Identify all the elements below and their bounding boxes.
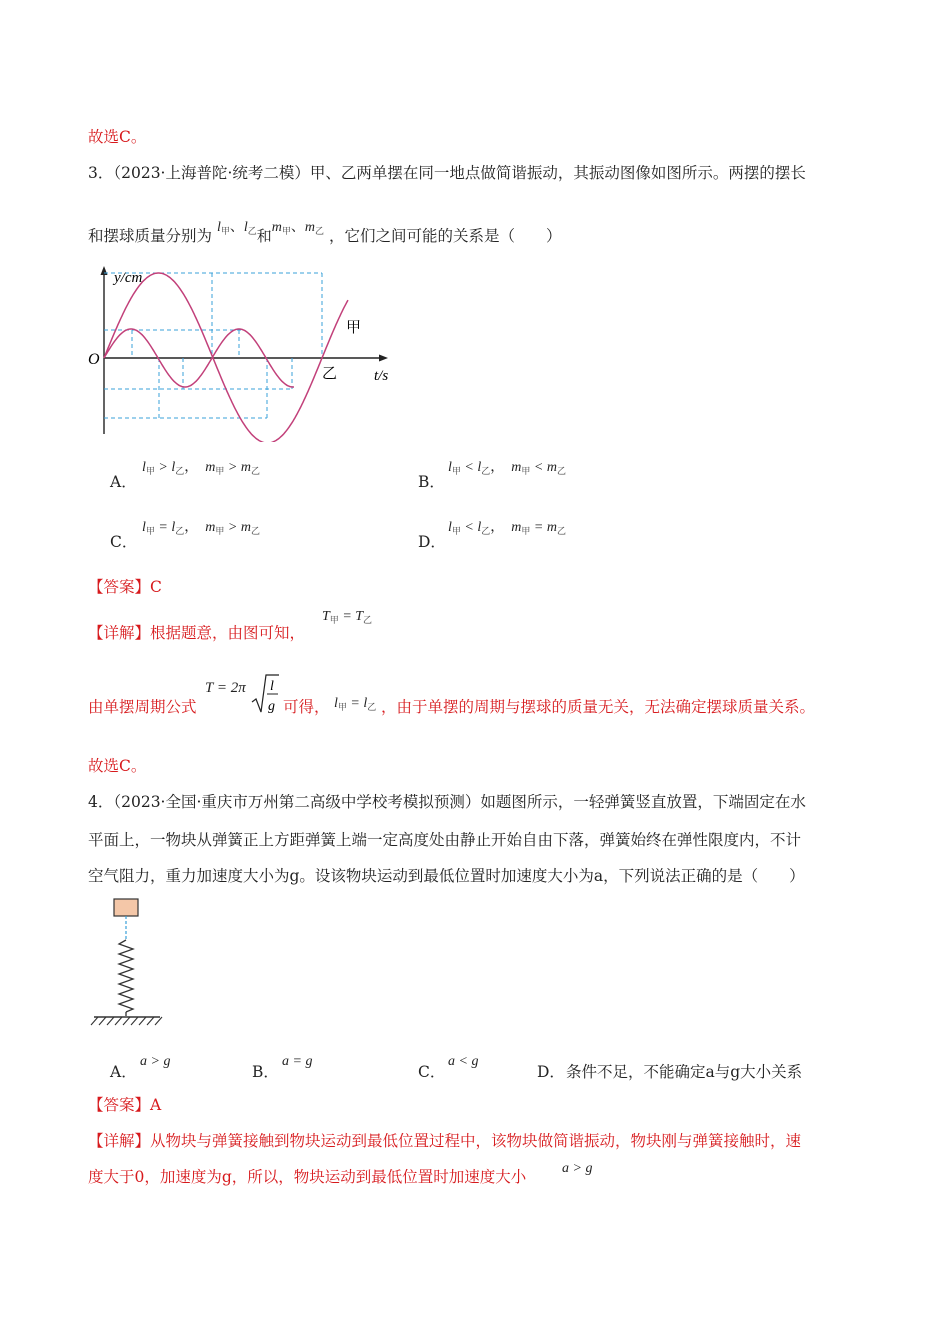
- q4-option-a[interactable]: a > g: [140, 1054, 171, 1069]
- q3-vibration-graph: [82, 262, 402, 442]
- x-axis-arrow: [379, 355, 388, 362]
- q3-option-b-label[interactable]: B．: [418, 473, 445, 491]
- block: [114, 899, 138, 916]
- x-axis-label: t/s: [374, 368, 389, 384]
- q3-explain-1: [88, 623, 305, 643]
- q3-stem-line2: [88, 220, 562, 251]
- svg-text:g: g: [268, 699, 275, 714]
- q4-stem-line3: 空气阻力，重力加速度大小为g。设该物块运动到最低位置时加速度大小为a，下列说法正确的是（ ）: [88, 867, 805, 885]
- q4-option-c-label[interactable]: C．: [418, 1063, 446, 1081]
- q4-option-b[interactable]: a = g: [282, 1054, 313, 1069]
- q4-explain-line2: 度大于0，加速度为g，所以，物块运动到最低位置时加速度大小: [88, 1168, 527, 1186]
- sqrt-sign: [250, 672, 280, 716]
- q2-conclusion: 故选C。: [88, 128, 147, 146]
- q4-option-c[interactable]: a < g: [448, 1054, 479, 1069]
- q3-period-formula: T = 2π l g: [205, 670, 283, 720]
- curve-yi-label: 乙: [322, 366, 338, 382]
- q3-option-d-label[interactable]: D．: [418, 533, 446, 551]
- curve-jia-label: 甲: [346, 320, 362, 336]
- q4-option-a-label[interactable]: A．: [110, 1063, 137, 1081]
- ground-hatch: [91, 1017, 162, 1025]
- y-axis-label: y/cm: [114, 270, 143, 286]
- q3-explain-2-mid: 可得，: [283, 698, 330, 716]
- q3-explain-2-prefix: 由单摆周期公式: [88, 698, 197, 716]
- q3-option-a[interactable]: $l_甲 > l_乙$， $m_甲 > m_乙$: [142, 460, 260, 476]
- q4-spring-figure: [86, 894, 166, 1030]
- q3-stem-vars: $l_甲$、$l_乙$和$m_甲$、$m_乙$: [216, 220, 325, 245]
- q3-stem-line1: 3．（2023·上海普陀·统考二模）甲、乙两单摆在同一地点做简谐振动，其振动图像如图所示。两摆的摆长: [88, 164, 806, 182]
- q3-option-c[interactable]: $l_甲 = l_乙$， $m_甲 > m_乙$: [142, 520, 260, 536]
- q4-option-b-label[interactable]: B．: [252, 1063, 279, 1081]
- spring: [119, 940, 133, 1012]
- q3-option-c-label[interactable]: C．: [110, 533, 138, 551]
- svg-text:l: l: [270, 679, 274, 694]
- q4-stem-line1: 4．（2023·全国·重庆市万州第二高级中学校考模拟预测）如题图所示，一轻弹簧竖直放置，下端固定在水: [88, 793, 806, 811]
- q3-option-d[interactable]: $l_甲 < l_乙$， $m_甲 = m_乙$: [448, 520, 566, 536]
- guide-lines: [104, 273, 322, 418]
- q3-explain-2-suffix: ，由于单摆的周期与摆球的质量无关，无法确定摆球质量关系。: [381, 698, 816, 716]
- q3-period-equal: $T_甲 = T_乙$: [322, 609, 373, 625]
- q4-explain-line2-math: a > g: [562, 1161, 593, 1176]
- q3-option-b[interactable]: $l_甲 < l_乙$， $m_甲 < m_乙$: [448, 460, 566, 476]
- q4-answer: 【答案】A: [88, 1096, 162, 1114]
- q4-stem-line2: 平面上，一物块从弹簧正上方距弹簧上端一定高度处由静止开始自由下落，弹簧始终在弹性限度内，不计: [88, 831, 802, 849]
- q3-answer: 【答案】C: [88, 578, 162, 596]
- q4-explain-line1: 【详解】从物块与弹簧接触到物块运动到最低位置过程中，该物块做简谐振动，物块刚与弹簧接触时，速: [88, 1132, 802, 1150]
- q4-option-d[interactable]: 条件不足，不能确定a与g大小关系: [566, 1063, 803, 1081]
- y-axis-arrow: [101, 266, 108, 275]
- q3-stem-line2-a: 和摆球质量分别为: [88, 227, 213, 245]
- origin-label: O: [88, 351, 100, 368]
- q3-option-a-label[interactable]: A．: [110, 473, 137, 491]
- q3-explain-1-prefix: 【详解】根据题意，由图可知，: [88, 624, 306, 642]
- q4-option-d-label[interactable]: D．: [537, 1063, 565, 1081]
- q3-length-equal: $l_甲 = l_乙$: [334, 696, 377, 712]
- q3-conclusion: 故选C。: [88, 757, 147, 775]
- q3-stem-line2-b: ，它们之间可能的关系是（ ）: [329, 227, 562, 245]
